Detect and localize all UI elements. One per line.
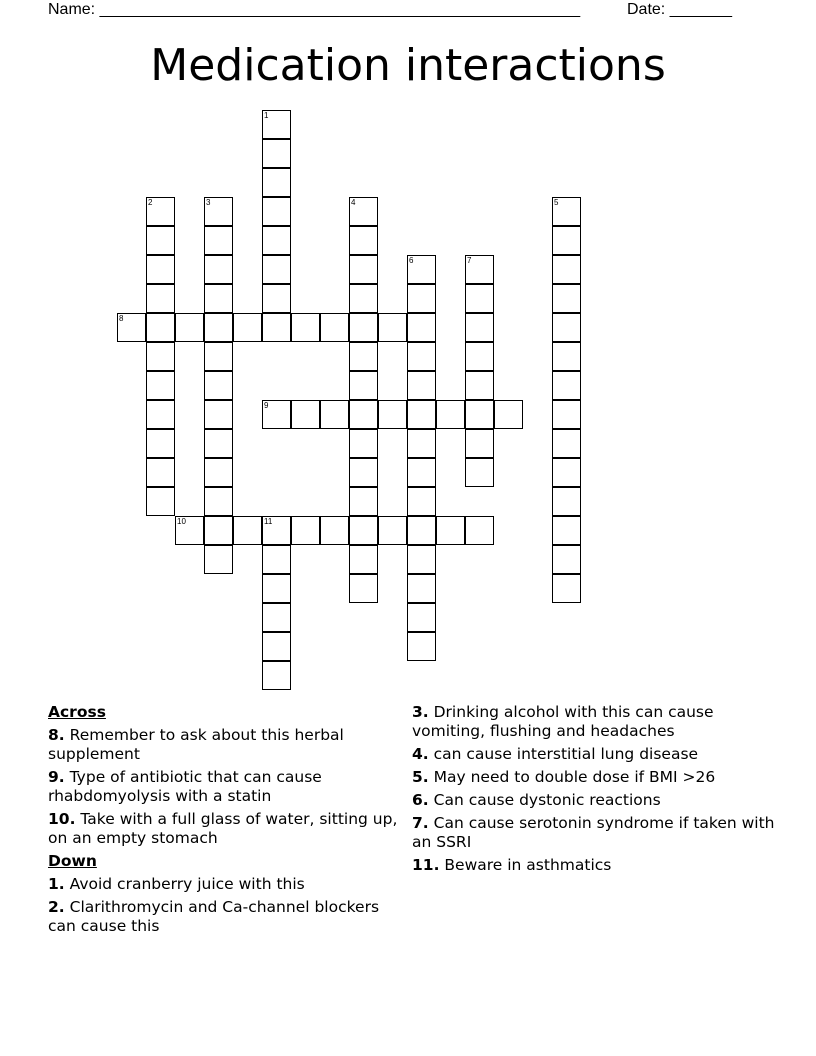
- clue-item: [48, 810, 398, 848]
- grid-cell[interactable]: [320, 400, 349, 429]
- grid-cell[interactable]: [407, 255, 436, 284]
- grid-cell[interactable]: [146, 429, 175, 458]
- grid-cell[interactable]: [407, 429, 436, 458]
- clue-item: [412, 703, 782, 741]
- clue-number: 8.: [48, 726, 65, 744]
- grid-cell[interactable]: [407, 342, 436, 371]
- grid-cell[interactable]: [552, 226, 581, 255]
- grid-cell[interactable]: [204, 197, 233, 226]
- clue-item: [412, 768, 782, 787]
- grid-cell[interactable]: [349, 458, 378, 487]
- grid-cell[interactable]: [465, 284, 494, 313]
- clue-number: 10: [177, 517, 186, 526]
- grid-cell[interactable]: [465, 255, 494, 284]
- clue-number: 11.: [412, 856, 440, 874]
- grid-cell[interactable]: [233, 516, 262, 545]
- grid-cell[interactable]: [291, 516, 320, 545]
- grid-cell[interactable]: [349, 516, 378, 545]
- clue-text: can cause interstitial lung disease: [433, 745, 699, 763]
- grid-cell[interactable]: [407, 516, 436, 545]
- grid-cell[interactable]: [407, 545, 436, 574]
- clue-item: [48, 768, 398, 806]
- grid-cell[interactable]: [204, 342, 233, 371]
- grid-cell[interactable]: [436, 516, 465, 545]
- grid-cell[interactable]: [320, 313, 349, 342]
- grid-cell[interactable]: [349, 226, 378, 255]
- clue-text: Beware in asthmatics: [444, 856, 612, 874]
- clue-item: [48, 726, 398, 764]
- clue-item: [412, 791, 782, 810]
- grid-cell[interactable]: [204, 313, 233, 342]
- clue-number: 2: [148, 198, 153, 207]
- grid-cell[interactable]: [291, 313, 320, 342]
- grid-cell[interactable]: [552, 516, 581, 545]
- grid-cell[interactable]: [262, 661, 291, 690]
- clue-number: 4: [351, 198, 356, 207]
- grid-cell[interactable]: [262, 226, 291, 255]
- grid-cell[interactable]: [378, 400, 407, 429]
- clues-left-column: [48, 703, 398, 940]
- clue-text: Drinking alcohol with this can cause vomiting, flushing and headaches: [412, 703, 714, 740]
- grid-cell[interactable]: [204, 371, 233, 400]
- grid-cell[interactable]: [465, 313, 494, 342]
- grid-cell[interactable]: [204, 516, 233, 545]
- grid-cell[interactable]: [262, 545, 291, 574]
- grid-cell[interactable]: [349, 197, 378, 226]
- clue-number: 4.: [412, 745, 429, 763]
- grid-cell[interactable]: [233, 313, 262, 342]
- clue-number: 7: [467, 256, 472, 265]
- grid-cell[interactable]: [378, 516, 407, 545]
- grid-cell[interactable]: [146, 255, 175, 284]
- clue-number: 10.: [48, 810, 76, 828]
- grid-cell[interactable]: [204, 400, 233, 429]
- page-title: Medication interactions: [150, 40, 666, 91]
- grid-cell[interactable]: [262, 632, 291, 661]
- grid-cell[interactable]: [465, 458, 494, 487]
- clue-number: 9: [264, 401, 269, 410]
- grid-cell[interactable]: [407, 284, 436, 313]
- grid-cell[interactable]: [407, 603, 436, 632]
- grid-cell[interactable]: [349, 371, 378, 400]
- grid-cell[interactable]: [175, 516, 204, 545]
- grid-cell[interactable]: [204, 429, 233, 458]
- grid-cell[interactable]: [407, 574, 436, 603]
- grid-cell[interactable]: [552, 197, 581, 226]
- grid-cell[interactable]: [262, 516, 291, 545]
- grid-cell[interactable]: [407, 632, 436, 661]
- clue-item: [412, 745, 782, 764]
- clue-item: [48, 875, 398, 894]
- grid-cell[interactable]: [146, 371, 175, 400]
- grid-cell[interactable]: [465, 400, 494, 429]
- grid-cell[interactable]: [349, 342, 378, 371]
- grid-cell[interactable]: [465, 429, 494, 458]
- grid-cell[interactable]: [262, 400, 291, 429]
- clue-text: Type of antibiotic that can cause rhabdomyolysis with a statin: [48, 768, 322, 805]
- clue-number: 2.: [48, 898, 65, 916]
- grid-cell[interactable]: [552, 487, 581, 516]
- clue-number: 5.: [412, 768, 429, 786]
- grid-cell[interactable]: [204, 226, 233, 255]
- grid-cell[interactable]: [494, 400, 523, 429]
- clue-text: Remember to ask about this herbal supplement: [48, 726, 344, 763]
- grid-cell[interactable]: [552, 255, 581, 284]
- across-heading: Across: [48, 703, 106, 721]
- clue-text: Take with a full glass of water, sitting up, on an empty stomach: [48, 810, 398, 847]
- clue-item: [48, 898, 398, 936]
- grid-cell[interactable]: [552, 284, 581, 313]
- grid-cell[interactable]: [349, 313, 378, 342]
- grid-cell[interactable]: [146, 400, 175, 429]
- clue-number: 1: [264, 111, 269, 120]
- grid-cell[interactable]: [552, 574, 581, 603]
- grid-cell[interactable]: [291, 400, 320, 429]
- clue-number: 3.: [412, 703, 429, 721]
- grid-cell[interactable]: [407, 487, 436, 516]
- clue-text: Clarithromycin and Ca-channel blockers can cause this: [48, 898, 380, 935]
- grid-cell[interactable]: [552, 545, 581, 574]
- grid-cell[interactable]: [204, 255, 233, 284]
- grid-cell[interactable]: [262, 284, 291, 313]
- grid-cell[interactable]: [320, 516, 349, 545]
- date-field[interactable]: Date: _______: [627, 1, 732, 18]
- clue-number: 7.: [412, 814, 429, 832]
- grid-cell[interactable]: [407, 371, 436, 400]
- grid-cell[interactable]: [349, 400, 378, 429]
- grid-cell[interactable]: [465, 516, 494, 545]
- grid-cell[interactable]: [378, 313, 407, 342]
- grid-cell[interactable]: [349, 429, 378, 458]
- clue-number: 11: [264, 517, 273, 526]
- clue-text: May need to double dose if BMI >26: [433, 768, 716, 786]
- grid-cell[interactable]: [349, 255, 378, 284]
- grid-cell[interactable]: [262, 603, 291, 632]
- grid-cell[interactable]: [552, 313, 581, 342]
- grid-cell[interactable]: [262, 110, 291, 139]
- grid-cell[interactable]: [262, 197, 291, 226]
- clue-number: 6.: [412, 791, 429, 809]
- grid-cell[interactable]: [262, 574, 291, 603]
- clue-number: 5: [554, 198, 559, 207]
- grid-cell[interactable]: [262, 255, 291, 284]
- grid-cell[interactable]: [146, 487, 175, 516]
- clue-number: 1.: [48, 875, 65, 893]
- grid-cell[interactable]: [262, 168, 291, 197]
- grid-cell[interactable]: [204, 545, 233, 574]
- clue-number: 3: [206, 198, 211, 207]
- grid-cell[interactable]: [465, 342, 494, 371]
- down-heading: Down: [48, 852, 97, 870]
- clue-number: 6: [409, 256, 414, 265]
- grid-cell[interactable]: [552, 342, 581, 371]
- grid-cell[interactable]: [465, 371, 494, 400]
- clue-item: [412, 856, 782, 875]
- grid-cell[interactable]: [117, 313, 146, 342]
- name-field[interactable]: Name: ______________________________________________________: [48, 1, 581, 18]
- grid-cell[interactable]: [552, 429, 581, 458]
- grid-cell[interactable]: [407, 313, 436, 342]
- clue-number: 9.: [48, 768, 65, 786]
- grid-cell[interactable]: [407, 400, 436, 429]
- grid-cell[interactable]: [204, 458, 233, 487]
- grid-cell[interactable]: [262, 139, 291, 168]
- clues-right-column: [412, 703, 782, 879]
- grid-cell[interactable]: [146, 226, 175, 255]
- grid-cell[interactable]: [146, 458, 175, 487]
- grid-cell[interactable]: [552, 400, 581, 429]
- grid-cell[interactable]: [204, 284, 233, 313]
- clue-text: Can cause dystonic reactions: [433, 791, 661, 809]
- grid-cell[interactable]: [349, 487, 378, 516]
- clue-item: [412, 814, 782, 852]
- grid-cell[interactable]: [349, 545, 378, 574]
- clue-text: Can cause serotonin syndrome if taken with an SSRI: [412, 814, 775, 851]
- grid-cell[interactable]: [146, 313, 175, 342]
- grid-cell[interactable]: [436, 400, 465, 429]
- grid-cell[interactable]: [175, 313, 204, 342]
- grid-cell[interactable]: [262, 313, 291, 342]
- grid-cell[interactable]: [146, 342, 175, 371]
- grid-cell[interactable]: [349, 574, 378, 603]
- grid-cell[interactable]: [552, 458, 581, 487]
- grid-cell[interactable]: [349, 284, 378, 313]
- clue-number: 8: [119, 314, 124, 323]
- clue-text: Avoid cranberry juice with this: [69, 875, 305, 893]
- grid-cell[interactable]: [552, 371, 581, 400]
- grid-cell[interactable]: [146, 197, 175, 226]
- grid-cell[interactable]: [407, 458, 436, 487]
- grid-cell[interactable]: [146, 284, 175, 313]
- grid-cell[interactable]: [204, 487, 233, 516]
